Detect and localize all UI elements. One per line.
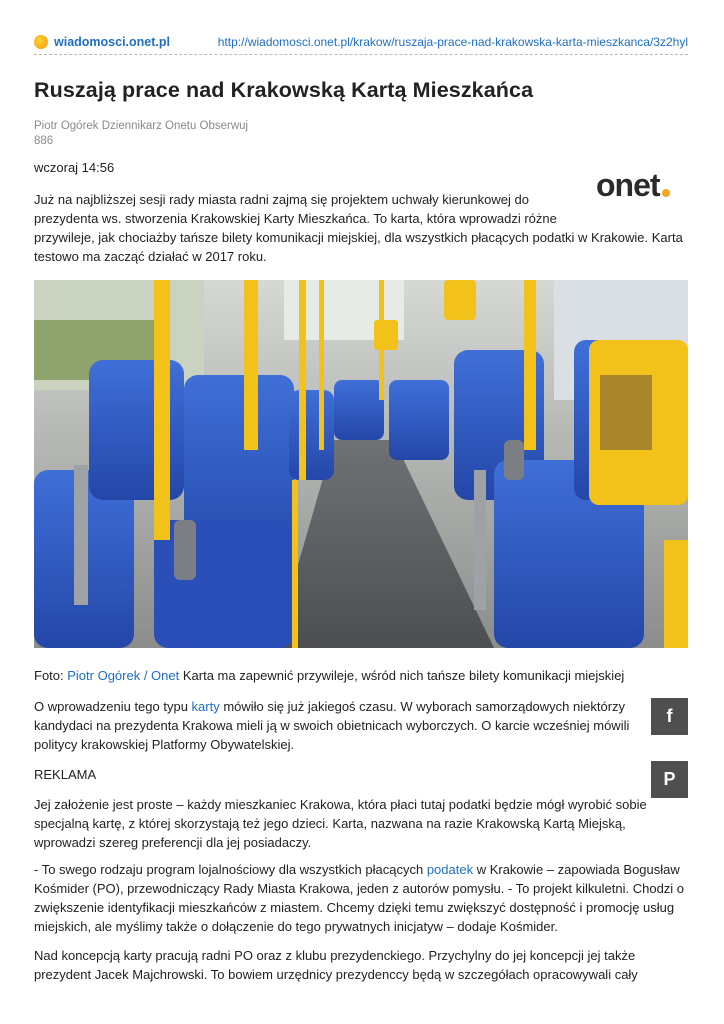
photo-credit-link[interactable]: Piotr Ogórek / Onet (67, 668, 180, 683)
site-brand[interactable] (34, 35, 170, 49)
karty-link[interactable]: karty (191, 699, 220, 714)
site-name-link[interactable]: wiadomosci.onet.pl (54, 35, 170, 49)
podatek-link[interactable]: podatek (426, 862, 474, 877)
paragraph-4: Nad koncepcją karty pracują radni PO oraz z klubu prezydenckiego. Przychylny do jej koncepcji jej także prezydent Jacek Majchrowski. To bowiem urzędnicy prezydenccy będą w szczegółach opracowywali cały (34, 948, 638, 982)
advertisement-label: REKLAMA (34, 767, 97, 782)
facebook-icon: f (666, 706, 673, 726)
paragraph-1 (34, 697, 634, 754)
author-line[interactable]: Piotr Ogórek Dziennikarz Onetu Obserwuj (34, 120, 249, 132)
lead-paragraph: Już na najbliższej sesji rady miasta radni zajmą się projektem uchwały kierunkowej do prezydenta ws. stworzenia Krakowskiej Karty Mieszkańca. To karta, która wprowadzi różne (34, 192, 557, 226)
paragraph-1-text-b: mówiło się już jakiegoś czasu. W wyborach samorządowych niektórzy kandydaci na prezydenta Krakowa mieli ją w swoich obietnicach wyborczych. O karcie wcześniej mówili politycy krakowskiej Platformy Obywatelskiej. (34, 699, 630, 752)
onet-logo-dot (662, 189, 670, 197)
byline (34, 119, 248, 149)
caption-prefix: Foto: (34, 668, 68, 683)
paragraph-1-text-a: O wprowadzeniu tego typu (34, 699, 192, 714)
header-divider (34, 54, 688, 55)
article-photo-bus-interior (34, 280, 688, 648)
article-url-link[interactable]: http://wiadomosci.onet.pl/krakow/ruszaja-prace-nad-krakowska-karta-mieszkanca/3z2hyl (217, 35, 688, 49)
onet-globe-icon (34, 35, 48, 49)
paragraph-2: Jej założenie jest proste – każdy mieszkaniec Krakowa, która płaci tutaj podatki będzie mógł wyrobić sobie specjalną kartę, z której skorzystają też jego dzieci. Karta, nazwana na razie Krakowską Kartą Miejską, wprowadzi szereg preferencji dla jej posiadaczy. (34, 797, 647, 850)
pinterest-share-button[interactable] (651, 761, 688, 798)
comment-count: 886 (34, 135, 54, 147)
publish-time: wczoraj 14:56 (34, 160, 115, 175)
onet-logo (596, 168, 688, 202)
photo-caption (34, 668, 624, 683)
caption-text: Karta ma zapewnić przywileje, wśród nich tańsze bilety komunikacji miejskiej (179, 668, 625, 683)
article-title: Ruszają prace nad Krakowską Kartą Mieszkańca (34, 78, 534, 102)
lead-paragraph-continued: przywileje, jak chociażby tańsze bilety komunikacji miejskiej, dla wszystkich płacących podatki w Krakowie. Karta testowo ma zacząć działać w 2017 roku. (34, 230, 683, 264)
paragraph-3-text-a: - To swego rodzaju program lojalnościowy dla wszystkich płacących (34, 862, 427, 877)
paragraph-3-text-b: w Krakowie – zapowiada Bogusław Kośmider (PO), przewodniczący Rady Miasta Krakowa, jeden z autorów pomysłu. - To projekt kilkuletni. Chodzi o zwiększenie identyfikacji mieszkańców z miastem. Chcemy dzięki temu zwiększyć dostępność i promocję usług miejskich, ale myślimy także o dołączenie do tego prywatnych inicjatyw – dodaje Kośmider. (34, 862, 685, 934)
onet-logo-text: onet (596, 166, 660, 203)
paragraph-3 (34, 860, 692, 936)
facebook-share-button[interactable] (651, 698, 688, 735)
top-bar (34, 32, 688, 52)
pinterest-icon: P (663, 769, 676, 789)
